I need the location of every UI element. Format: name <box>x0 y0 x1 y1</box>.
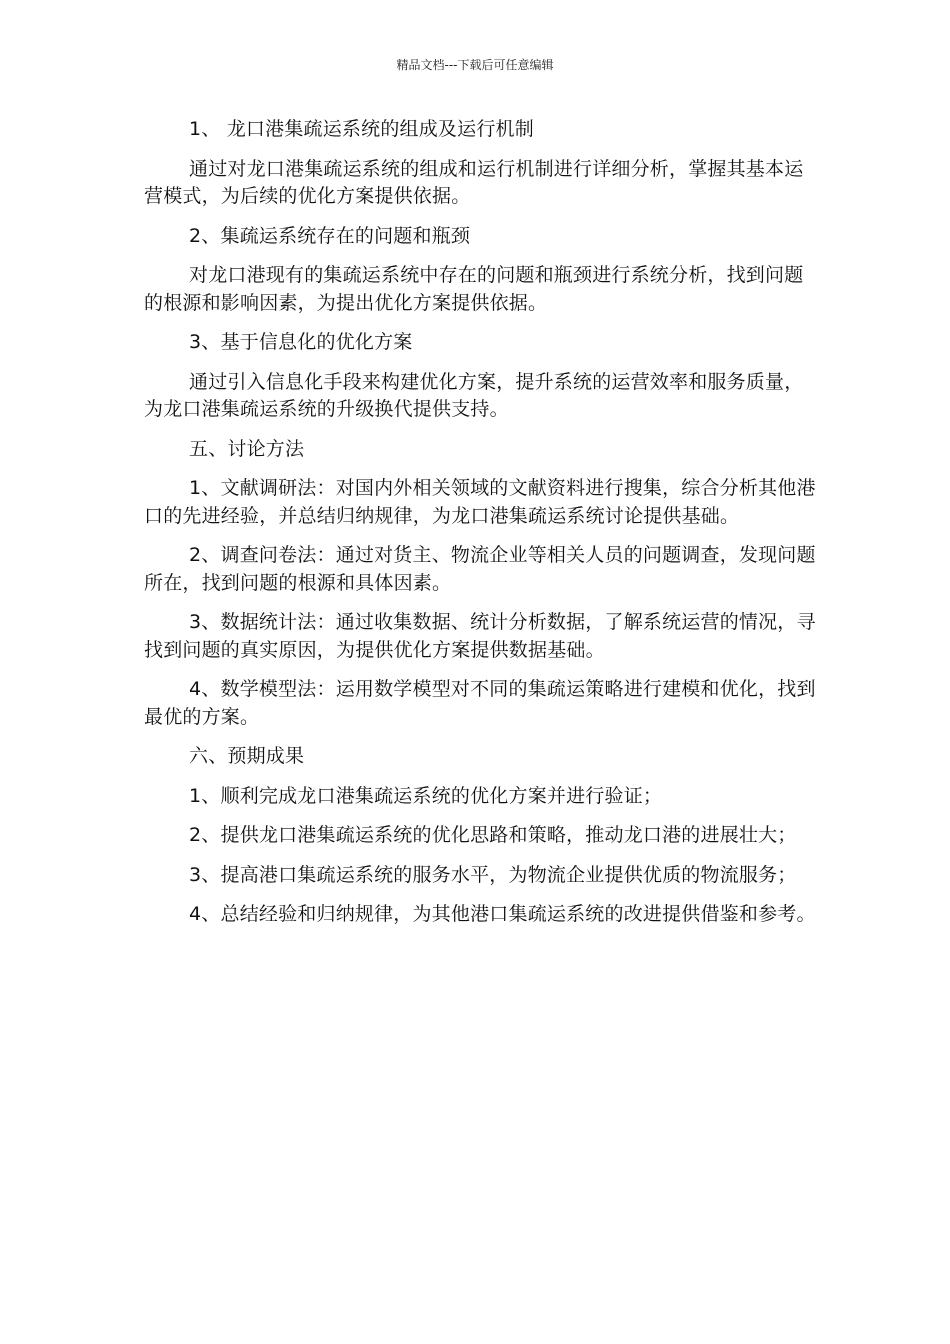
method-item-survey: 2、调查问卷法：通过对货主、物流企业等相关人员的问题调查，发现问题所在，找到问题的根源和具体因素。 <box>144 544 816 594</box>
section-heading-informatization: 3、基于信息化的优化方案 <box>189 331 413 353</box>
section-heading-outcomes: 六、预期成果 <box>189 745 305 767</box>
outcome-item-4: 4、总结经验和归纳规律，为其他港口集疏运系统的改进提供借鉴和参考。 <box>189 903 816 925</box>
section-heading-problems: 2、集疏运系统存在的问题和瓶颈 <box>189 224 471 247</box>
method-item-statistics: 3、数据统计法：通过收集数据、统计分析数据，了解系统运营的情况，寻找到问题的真实原因，为提供优化方案提供数据基础。 <box>144 611 816 661</box>
page-header: 精品文档---下载后可任意编辑 <box>396 58 554 72</box>
document-body <box>144 116 816 941</box>
method-item-math-model: 4、数学模型法：运用数学模型对不同的集疏运策略进行建模和优化，找到最优的方案。 <box>144 678 816 728</box>
paragraph-problems: 对龙口港现有的集疏运系统中存在的问题和瓶颈进行系统分析，找到问题的根源和影响因素，为提出优化方案提供依据。 <box>144 264 804 314</box>
paragraph-composition: 通过对龙口港集疏运系统的组成和运行机制进行详细分析，掌握其基本运营模式，为后续的优化方案提供依据。 <box>144 157 804 207</box>
section-heading-methods: 五、讨论方法 <box>189 437 305 460</box>
outcome-item-2: 2、提供龙口港集疏运系统的优化思路和策略，推动龙口港的进展壮大； <box>189 824 797 846</box>
section-heading-composition: 1、 龙口港集疏运系统的组成及运行机制 <box>189 118 534 140</box>
paragraph-informatization: 通过引入信息化手段来构建优化方案，提升系统的运营效率和服务质量，为龙口港集疏运系统的升级换代提供支持。 <box>144 370 804 420</box>
outcome-item-1: 1、顺利完成龙口港集疏运系统的优化方案并进行验证； <box>189 784 663 807</box>
outcome-item-3: 3、提高港口集疏运系统的服务水平，为物流企业提供优质的物流服务； <box>189 863 797 886</box>
method-item-literature: 1、文献调研法：对国内外相关领域的文献资料进行搜集，综合分析其他港口的先进经验，并总结归纳规律，为龙口港集疏运系统讨论提供基础。 <box>144 477 816 527</box>
